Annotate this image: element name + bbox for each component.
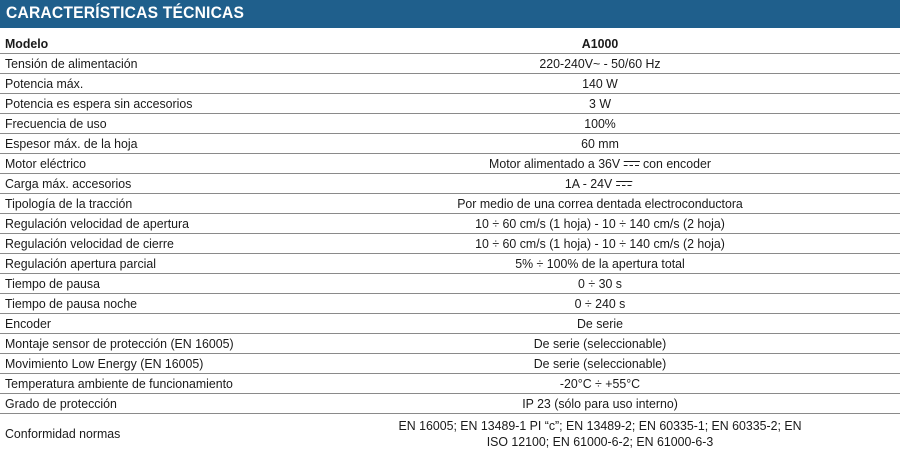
row-label: Tiempo de pausa — [5, 276, 100, 291]
row-value-text: 1A - 24V — [564, 176, 613, 191]
row-value: De serie (seleccionable) — [533, 336, 667, 351]
row-value: 10 ÷ 60 cm/s (1 hoja) - 10 ÷ 140 cm/s (2 hoja) — [475, 236, 725, 251]
specs-table — [0, 34, 900, 453]
row-label: Conformidad normas — [5, 426, 121, 441]
table-row — [0, 94, 900, 114]
row-label: Regulación velocidad de cierre — [5, 236, 174, 251]
table-row — [0, 74, 900, 94]
column-header-model: Modelo — [5, 36, 49, 51]
row-value-group — [489, 156, 711, 171]
row-label: Potencia es espera sin accesorios — [5, 96, 193, 111]
row-label: Carga máx. accesorios — [5, 176, 132, 191]
column-header-value: A1000 — [581, 36, 619, 51]
row-value: De serie (seleccionable) — [533, 356, 667, 371]
row-value: -20°C ÷ +55°C — [559, 376, 641, 391]
row-value: 220-240V~ - 50/60 Hz — [539, 56, 661, 71]
row-label: Motor eléctrico — [5, 156, 86, 171]
row-value: 0 ÷ 240 s — [574, 296, 626, 311]
table-row — [0, 114, 900, 134]
row-value: 5% ÷ 100% de la apertura total — [515, 256, 685, 271]
row-label: Regulación velocidad de apertura — [5, 216, 190, 231]
section-header-banner — [0, 0, 900, 28]
row-label: Movimiento Low Energy (EN 16005) — [5, 356, 204, 371]
table-row — [0, 54, 900, 74]
row-label: Montaje sensor de protección (EN 16005) — [5, 336, 234, 351]
dc-current-icon — [624, 160, 640, 168]
row-value — [391, 154, 809, 173]
table-row — [0, 234, 900, 254]
row-value-suffix: con encoder — [642, 156, 711, 171]
row-value: 100% — [584, 116, 616, 131]
row-label: Tensión de alimentación — [5, 56, 138, 71]
row-value — [391, 174, 809, 193]
row-label: Temperatura ambiente de funcionamiento — [5, 376, 233, 391]
table-row — [0, 394, 900, 414]
row-value: IP 23 (sólo para uso interno) — [522, 396, 678, 411]
row-value-group — [565, 176, 635, 191]
row-value: De serie — [576, 316, 623, 331]
table-row — [0, 174, 900, 194]
row-value: Por medio de una correa dentada electroconductora — [457, 196, 743, 211]
table-row — [0, 354, 900, 374]
table-row — [0, 214, 900, 234]
table-row — [0, 194, 900, 214]
row-value: 140 W — [582, 76, 618, 91]
row-value: 60 mm — [581, 136, 619, 151]
dc-current-icon — [616, 180, 632, 188]
row-label: Tipología de la tracción — [5, 196, 133, 211]
row-label: Grado de protección — [5, 396, 117, 411]
table-row — [0, 294, 900, 314]
row-label: Encoder — [5, 316, 52, 331]
row-label: Espesor máx. de la hoja — [5, 136, 138, 151]
row-value: EN 16005; EN 13489-1 PI “c”; EN 13489-2; EN 60335-1; EN 60335-2; EN ISO 12100; EN 61000-6-2; EN 61000-6-3 — [398, 417, 802, 449]
table-row — [0, 314, 900, 334]
table-row — [0, 154, 900, 174]
table-header-row — [0, 34, 900, 54]
row-label: Frecuencia de uso — [5, 116, 107, 131]
section-title: CARACTERÍSTICAS TÉCNICAS — [6, 3, 245, 22]
row-value: 10 ÷ 60 cm/s (1 hoja) - 10 ÷ 140 cm/s (2 hoja) — [475, 216, 725, 231]
row-value: 0 ÷ 30 s — [578, 276, 622, 291]
table-row — [0, 134, 900, 154]
table-row — [0, 374, 900, 394]
table-row — [0, 254, 900, 274]
row-value-text: Motor alimentado a 36V — [489, 156, 621, 171]
table-row — [0, 334, 900, 354]
row-value: 3 W — [589, 96, 611, 111]
row-label: Potencia máx. — [5, 76, 84, 91]
row-label: Tiempo de pausa noche — [5, 296, 138, 311]
table-row — [0, 274, 900, 294]
row-label: Regulación apertura parcial — [5, 256, 157, 271]
table-row — [0, 414, 900, 453]
